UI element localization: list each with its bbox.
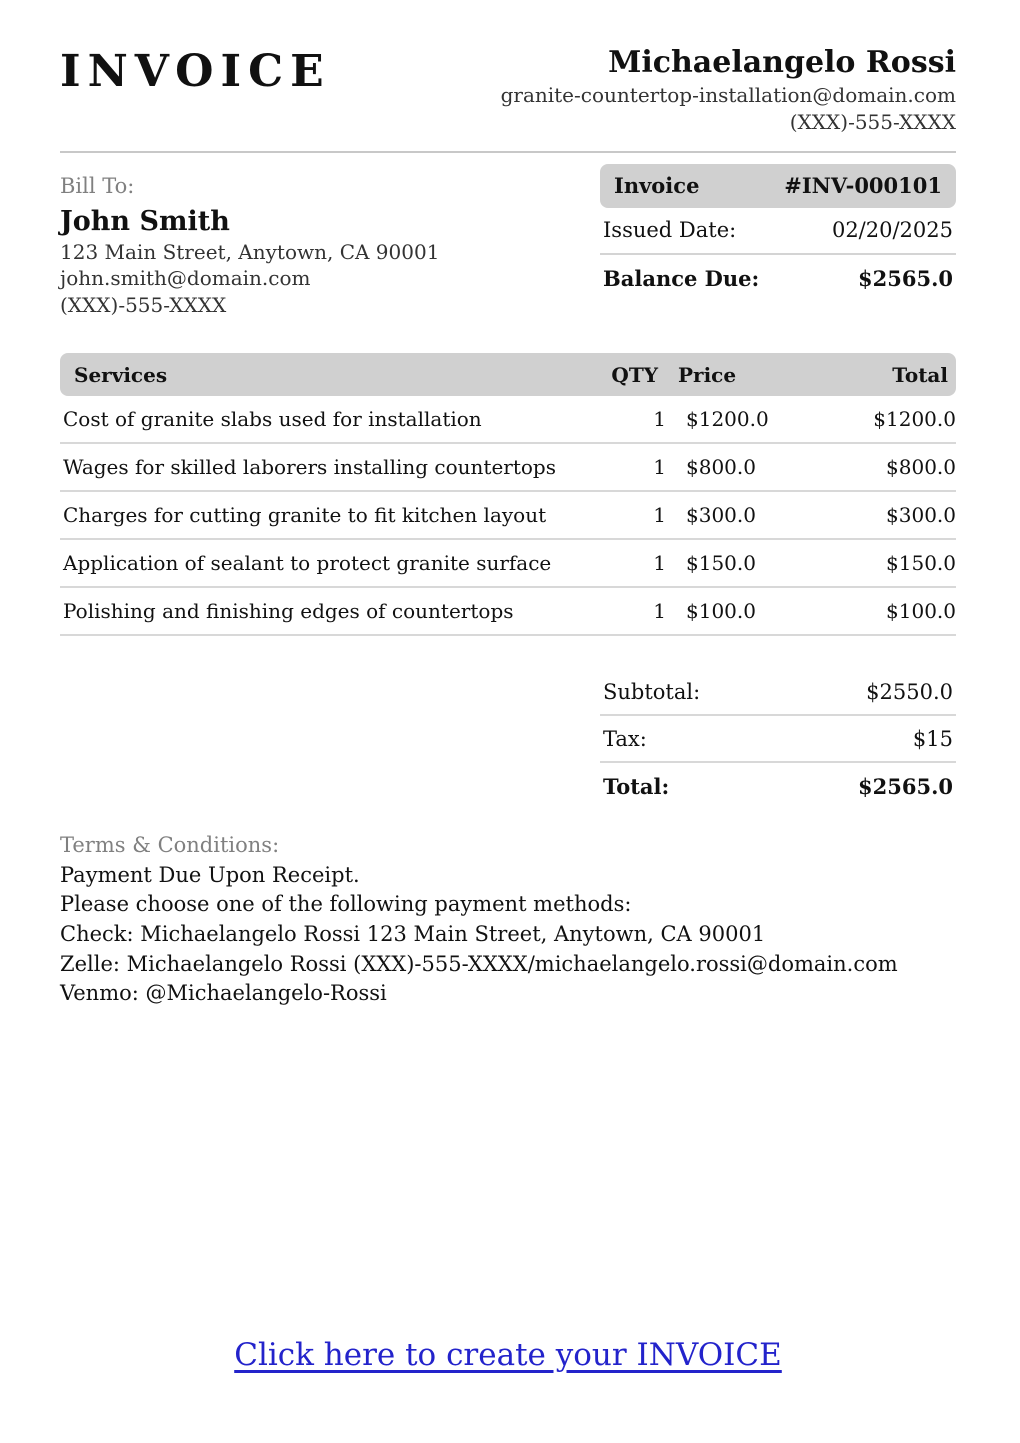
service-price: $100.0 xyxy=(686,599,756,624)
table-row xyxy=(60,444,956,492)
subtotal-label: Subtotal: xyxy=(603,679,701,704)
bill-to-label: Bill To: xyxy=(60,173,135,198)
table-row xyxy=(60,588,956,636)
service-total: $150.0 xyxy=(886,551,956,576)
balance-due-value: $2565.0 xyxy=(858,265,953,291)
service-description: Application of sealant to protect granite surface xyxy=(63,551,552,576)
service-price: $800.0 xyxy=(686,455,756,480)
issued-date-value: 02/20/2025 xyxy=(831,218,953,242)
terms-section xyxy=(60,831,956,1008)
service-qty: 1 xyxy=(653,503,666,528)
total-row xyxy=(600,763,956,810)
terms-line: Venmo: @Michaelangelo-Rossi xyxy=(60,981,387,1006)
invoice-meta-header xyxy=(600,164,956,208)
service-price: $300.0 xyxy=(686,503,756,528)
terms-label: Terms & Conditions: xyxy=(60,833,280,858)
header xyxy=(60,44,956,136)
service-total: $800.0 xyxy=(886,455,956,480)
service-description: Cost of granite slabs used for installation xyxy=(63,407,482,432)
table-row xyxy=(60,396,956,444)
business-email: granite-countertop-installation@domain.com xyxy=(500,82,956,107)
total-column-header: Total xyxy=(892,362,948,387)
tax-value: $15 xyxy=(912,726,953,751)
client-address: 123 Main Street, Anytown, CA 90001 xyxy=(60,239,440,264)
service-description: Charges for cutting granite to fit kitchen layout xyxy=(63,503,547,528)
service-total: $1200.0 xyxy=(873,407,956,432)
client-phone: (XXX)-555-XXXX xyxy=(60,292,227,317)
bill-to-block xyxy=(60,164,439,319)
service-total: $100.0 xyxy=(886,599,956,624)
price-column-header: Price xyxy=(678,362,737,387)
business-name: Michaelangelo Rossi xyxy=(608,45,956,80)
balance-due-label: Balance Due: xyxy=(603,265,760,291)
service-description: Wages for skilled laborers installing countertops xyxy=(63,455,556,480)
business-phone: (XXX)-555-XXXX xyxy=(789,109,956,134)
totals-block xyxy=(600,669,956,810)
balance-due-row xyxy=(600,255,956,302)
table-row xyxy=(60,492,956,540)
terms-line: Check: Michaelangelo Rossi 123 Main Street, Anytown, CA 90001 xyxy=(60,922,766,947)
invoice-number: #INV-000101 xyxy=(784,173,942,198)
issued-date-row xyxy=(600,208,956,255)
table-row xyxy=(60,540,956,588)
client-email: john.smith@domain.com xyxy=(60,266,311,291)
service-qty: 1 xyxy=(653,407,666,432)
service-qty: 1 xyxy=(653,551,666,576)
total-label: Total: xyxy=(603,774,670,800)
service-description: Polishing and finishing edges of countertops xyxy=(63,599,514,624)
total-value: $2565.0 xyxy=(858,774,953,800)
header-divider xyxy=(60,151,956,153)
tax-row xyxy=(600,716,956,763)
footer xyxy=(60,1337,956,1397)
issued-date-label: Issued Date: xyxy=(603,218,737,242)
billing-section xyxy=(60,164,956,319)
terms-line: Payment Due Upon Receipt. xyxy=(60,862,360,887)
subtotal-value: $2550.0 xyxy=(866,679,953,704)
business-info xyxy=(501,44,956,136)
services-table xyxy=(60,353,956,636)
page-title: INVOICE xyxy=(60,46,331,97)
service-price: $1200.0 xyxy=(686,407,769,432)
services-column-header: Services xyxy=(74,362,168,387)
terms-line: Please choose one of the following payment methods: xyxy=(60,892,632,917)
service-total: $300.0 xyxy=(886,503,956,528)
qty-column-header: QTY xyxy=(611,362,658,387)
client-name: John Smith xyxy=(60,205,230,237)
terms-line: Zelle: Michaelangelo Rossi (XXX)-555-XXXX/michaelangelo.rossi@domain.com xyxy=(60,951,898,976)
tax-label: Tax: xyxy=(603,726,647,751)
services-table-header xyxy=(60,353,956,396)
invoice-label: Invoice xyxy=(614,173,700,198)
subtotal-row xyxy=(600,669,956,716)
service-price: $150.0 xyxy=(686,551,756,576)
service-qty: 1 xyxy=(653,599,666,624)
create-invoice-link[interactable]: Click here to create your INVOICE xyxy=(234,1337,782,1373)
invoice-meta-block xyxy=(600,164,956,319)
service-qty: 1 xyxy=(653,455,666,480)
